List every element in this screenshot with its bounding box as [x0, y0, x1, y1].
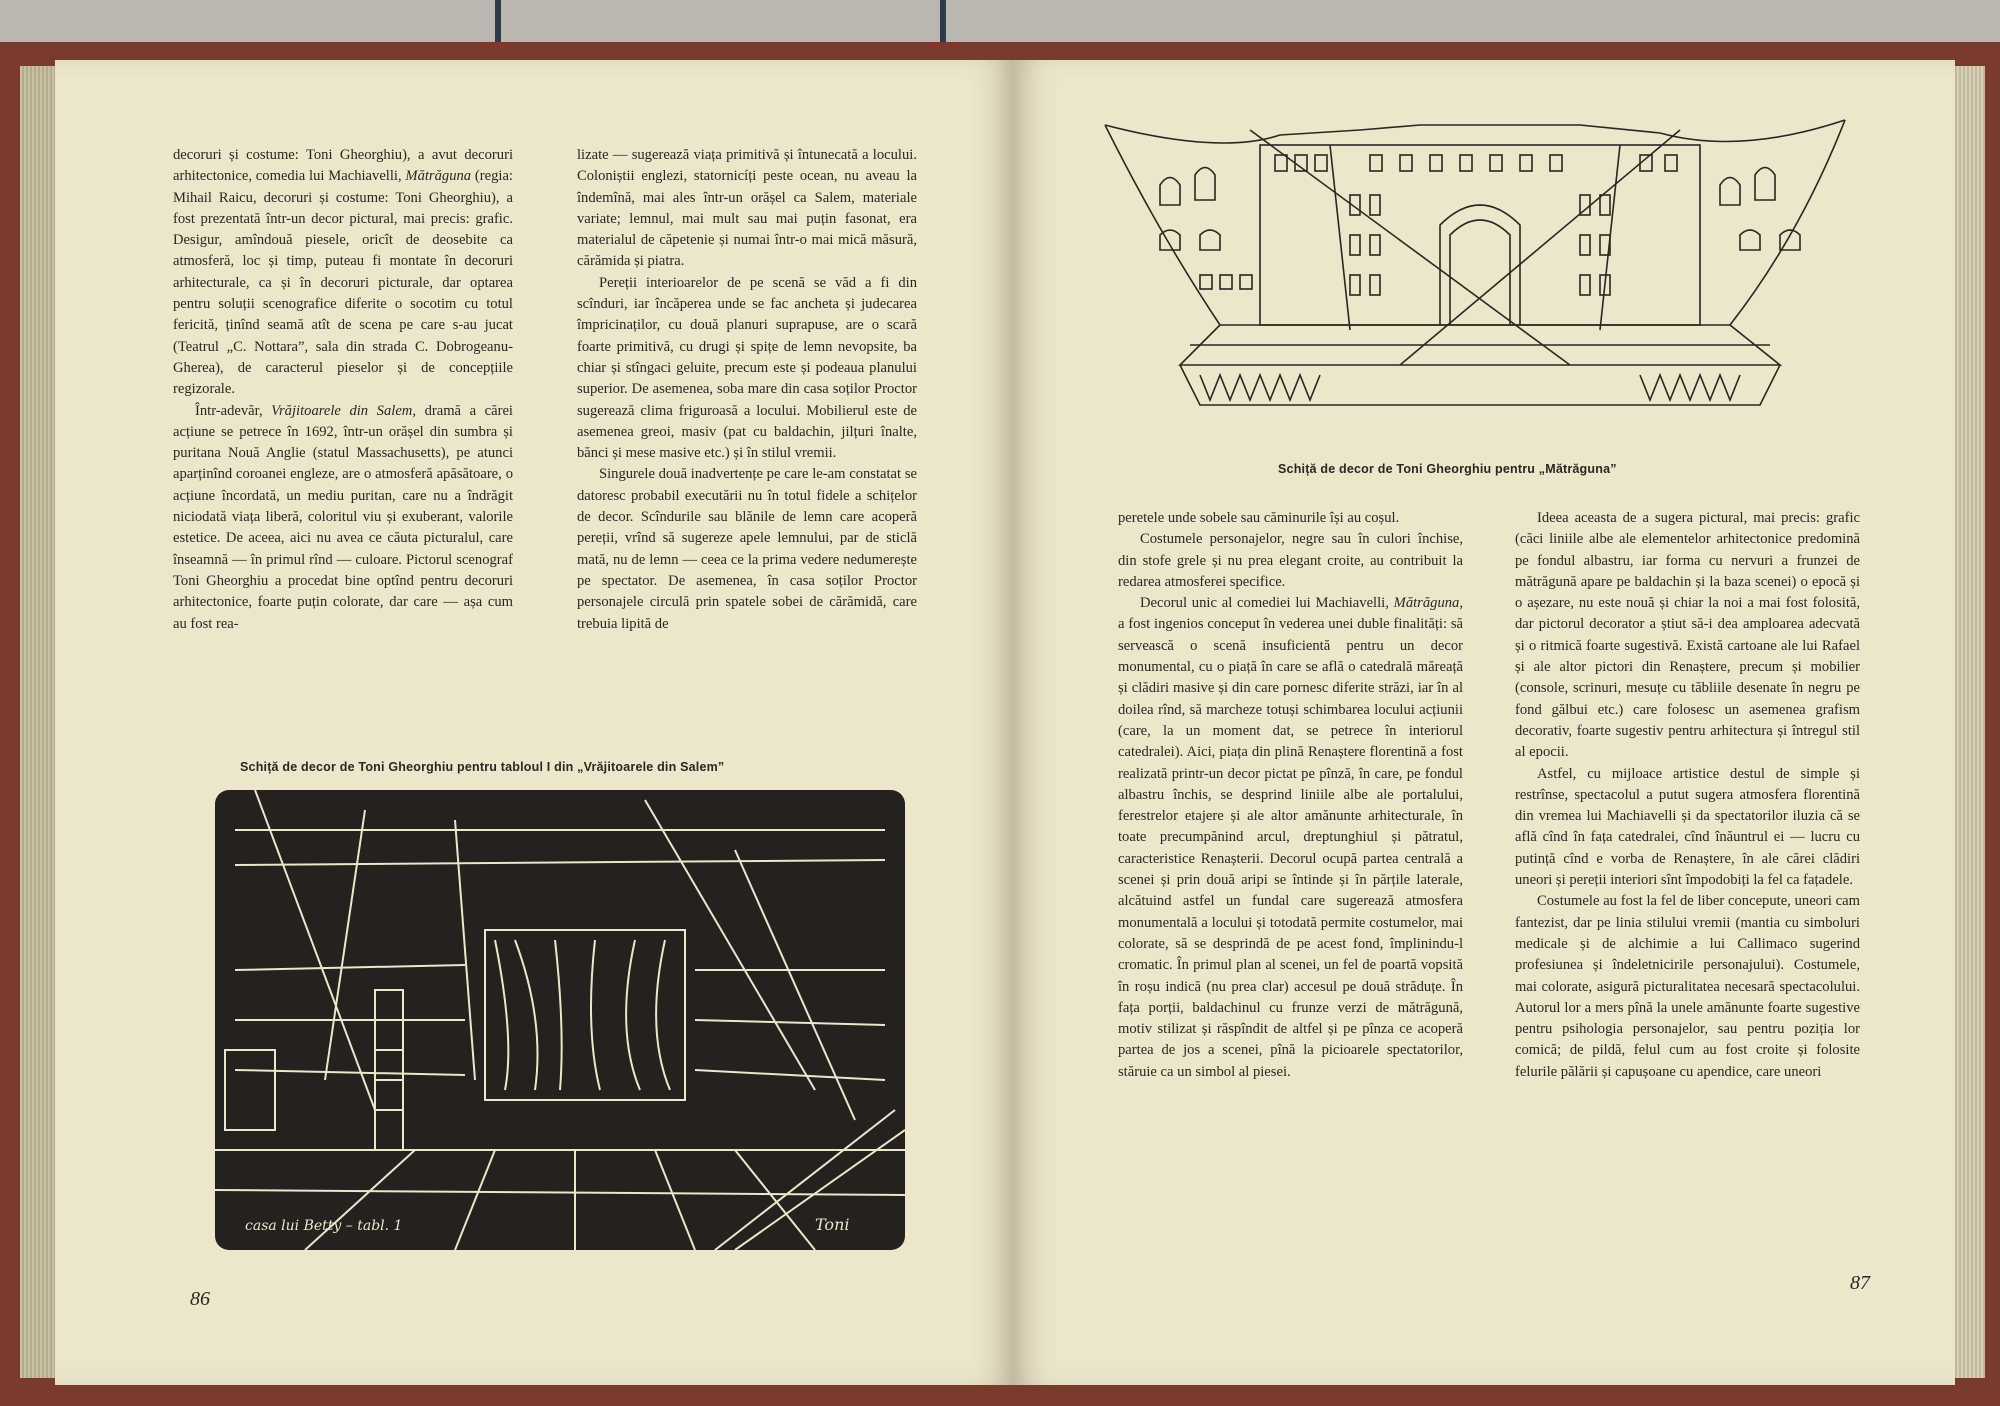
page-number: 87	[1850, 1272, 1870, 1294]
right-page-column-1	[1118, 508, 1463, 1083]
set-design-woodcut	[215, 790, 905, 1250]
background-top	[0, 0, 2000, 42]
paragraph: Singurele două inadvertențe pe care le-am constatat se datoresc probabil executării nu în totul fidele a schițelor de decor. Scîndurile sau blănile de lemn care acoperă pereții, vrînd să sugereze apele lemnului, par de sticlă mată, nu de lemn — ceea ce la prima vedere nedumerește pe spectator. De asemenea, în casa soților Proctor personajele circulă prin spatele sobei de cărămidă, care trebuia lipită de	[577, 466, 917, 632]
paragraph: Costumele personajelor, negre sau în culori închise, din stofe grele și nu prea elegant croite, au contribuit la redarea atmosferei specifice.	[1118, 531, 1463, 590]
paragraph: Într-adevăr, Vrăjitoarele din Salem, dramă a cărei acțiune se petrece în 1692, într-un orășel din sumbra și puritana Nouă Anglie (statul Massachusetts), pe atunci aparținînd coroanei engleze, are o atmosferă apăsătoare, o acțiune încordată, un mediu puritan, care nu a îndrăgit niciodată viața liberă, coloritul viu și exuberant, valorile estetice. De aceea, aici nu avea ce căuta picturalul, care înseamnă — în primul rînd — culoare. Pictorul scenograf Toni Gheorghiu a procedat bine optînd pentru decoruri arhitectonice, foarte puțin colorate, dar care — așa cum au fost rea-	[173, 402, 513, 632]
paragraph: peretele unde sobele sau căminurile își au coșul.	[1118, 510, 1400, 526]
woodcut-inscription: casa lui Betty – tabl. 1	[245, 1218, 403, 1234]
paragraph: Costumele au fost la fel de liber concepute, uneori cam fantezist, dar pe linia stilului vremii (mantia cu simboluri medicale și de alchimie a lui Callimaco sugerind profesiunea și îndeletnicirile personajului). Costumele, mai colorate, asigură picturalitatea necesară spectacolului. Autorul lor a mers pînă la unele amănunte foarte sugestive pentru psihologia personajelor, sau pentru poziția lor comică; de pildă, felul cum au fost croite și folosite felurile pălării și capușoane cu apendice, care uneori	[1515, 893, 1860, 1080]
paragraph: Pereții interioarelor de pe scenă se văd a fi din scînduri, iar încăperea unde se fac ancheta și judecarea împricinaților, cu două planuri suprapuse, are o scară foarte primitivă, cu drugi și spițe de lemn nevopsite, ba chiar și stîngaci geluite, precum este și podeaua planului superior. De asemenea, soba mare din casa soților Proctor sugerează clima friguroasă a locului. Mobilierul este de asemenea greoi, masiv (pat cu baldachin, jilțuri înalte, bănci și mese masive etc.) și în stilul vremii.	[577, 274, 917, 462]
paragraph: decoruri și costume: Toni Gheorghiu), a avut decoruri arhitectonice, comedia lui Machiavelli, Mătrăguna (regia: Mihail Raicu, decoruri și costume: Toni Gheorghiu), a fost prezentată într-un decor pictural, mai precis: grafic. Desigur, amîndouă piesele, oricît de deosebite ca atmosferă, loc și timp, puteau fi montate în decoruri arhitecturale, ca și în decoruri picturale, dar optarea pentru soluții scenografice diferite o socotim cu totul fericită, ținînd seamă atît de scena pe care s-au jucat (Teatrul „C. Nottara”, sala din strada C. Dobrogeanu-Gherea), de caracterul pieselor și de concepțiile regizorale.	[173, 147, 513, 398]
paragraph: lizate — sugerează viața primitivă și întunecată a locului. Coloniștii englezi, statornicíți peste ocean, nu aveau la îndemînă, mai ales într-un orășel ca Salem, materiale variate; lemnul, mai mult sau mai puțin fasonat, era materialul de căpetenie și numai într-o mai mică măsură, cărămida și piatra.	[577, 147, 917, 270]
right-page-column-2	[1515, 508, 1860, 1083]
paragraph: Ideea aceasta de a sugera pictural, mai precis: grafic (căci liniile albe ale elementelor arhitectonice predomină pe fondul albastru, iar forma cu nervuri a frunzei de mătrăgună apare pe baldachin și la baza scenei) o epocă și o așezare, nu este nouă și chiar la noi a mai fost folosită, dar pictorul decorator a știut să-i dea amploarea adecvată și o ritmică foarte sugestivă. Există cartoane ale lui Rafael și ale altor pictori din Renaștere, precum și mobilier (console, scrinuri, mesuțe cu tăbliile desenate în negru pe fond gălbui etc.) care folosesc un asemenea grafism decorativ, foarte sugestiv pentru arhitectura și întregul stil al epocii.	[1515, 510, 1860, 761]
bookmark-tab	[495, 0, 501, 44]
figure-caption: Schiță de decor de Toni Gheorghiu pentru tabloul I din „Vrăjitoarele din Salem”	[240, 760, 725, 774]
left-page-column-2	[577, 145, 917, 635]
sketch-drawing	[1100, 115, 1860, 445]
left-page-column-1	[173, 145, 513, 635]
woodcut-drawing	[215, 790, 905, 1250]
page-number: 86	[190, 1288, 210, 1310]
set-design-sketch	[1100, 115, 1860, 445]
paragraph: Decorul unic al comediei lui Machiavelli, Mătrăguna, a fost ingenios conceput în vederea unei duble finalități: să servească o scenă insuficientă pentru un decor monumental, cu o piață în care se află o catedrală măreață și clădiri masive și din care pornesc diferite străzi, iar în al doilea rînd, să marcheze totuși schimbarea locului acțiunii (care, la un moment dat, se petrece în interiorul catedralei). Aici, piața din plină Renaștere florentină a fost realizată printr-un decor pictat pe pînză, în care, pe fondul albastru închis, se desprind liniile albe ale portalului, ferestrelor etajere și ale altor amănunte arhitecturale, în toate precumpănind arcul, dreptunghiul și pătratul, caracteristice Renașterii. Decorul ocupă partea centrală a scenei și prin două aripi se întinde și în părțile laterale, alcătuind astfel un fundal care sugerează atmosfera monumentală a locului și totodată permite costumelor, mai colorate, să se desprindă de pe acest fond, împlinindu-l cromatic. În primul plan al scenei, un fel de poartă vopsită în roșu indică (nu prea clar) accesul pe două străduțe. În fața porții, baldachinul cu frunze verzi de mătrăgună, motiv stilizat și răspîndit de altfel și pe pînza ce acoperă partea de jos a scenei, pînă la picioarele spectatorilor, stăruie ca un simbol al piesei.	[1118, 595, 1463, 1080]
woodcut-signature: Toni	[815, 1215, 850, 1234]
paragraph: Astfel, cu mijloace artistice destul de simple și restrînse, spectacolul a putut sugera atmosfera florentină din vremea lui Machiavelli și da spectatorilor iluzia că se află cînd în fața catedralei, cînd înăuntrul ei — lucru cu putință cînd e vorba de Renaștere, în ale cărei clădiri uneori și pereții interiori sînt împodobiți la fel ca fațadele.	[1515, 765, 1860, 889]
page-edges-left	[20, 66, 55, 1378]
bookmark-tab	[940, 0, 946, 44]
figure-caption: Schiță de decor de Toni Gheorghiu pentru „Mătrăguna”	[1278, 462, 1617, 476]
